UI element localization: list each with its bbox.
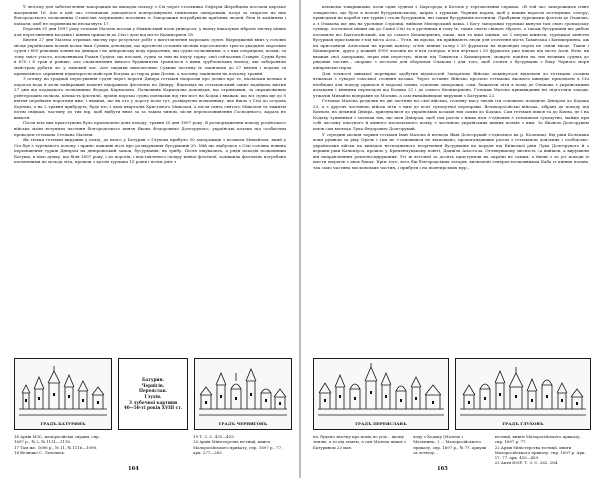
left-footnotes-col-3	[193, 434, 286, 455]
right-footnotes-col-2	[413, 434, 488, 466]
footnote-20: 20 Архів Міністерства юстиції, книги Малоросійського приказу, спр. 1697 р., 77. арк. 277—283.	[193, 439, 283, 455]
right-illustrations	[313, 358, 591, 430]
left-paragraph-3: Квітня 27 дня Мазепа отримав звістку про результат робіт з виготовлення морських суден. Відрядженій вниз у головні місця українських полків козак Іван Сухина доповідав, що протягом останніх місяців підготовлено триста двадцять морських суден і 600 річкових човнів на днищах і на дніпровську воду придатних, які судна полковників, а з них спорядили, полки, за тому зміст усього, полковником Роман Судієм, що послані, судна за тим на паузу тарку, свої сейчасник Ставрів. Судна були в 670 і 6 трав и раніше, але сповільнення їхнього будівництва трапилося з вини трубчевських воєвод, які забороняли майстрам рубати ліс у зимовий час. Але завдяки наполегливо Сухини частину їх закінчили до 27 квітня і подали за прихильного сприяння підштарости майстрів Богуша до гирла ріки Десни, а частину закінчили на початку травня.	[14, 37, 286, 76]
left-paragraph-2: Березня 31 дня 1697 року гетьман Мазепа послав у Ніжинський полк універсал, у якому наказував зібрати тисячу піших для переглянення восьмих і кінних припасів до Січі і далі від місто Кизикермен 18.	[14, 26, 286, 37]
right-page-number: 165	[437, 466, 448, 472]
left-paragraph-4: З огляду на традиції пересування суден через пороги Дніпра гетьман попросив про дозвіл про те, наскільки велика в порогах вода й коли найкращий момент відправити флотилію по Дніпру. Відповідь на гетьманський запит надійшла квітня 27 дня від кодацького полковника Федора Кармачова. Полковник Кармачова доповідав, що отримавши, за опрацьованим рейтерським полком, кількість флотилії, провів морські судна повзками від тих міст на Кодак і вважав, що всі судна ще до 8 квітня перейшли порогами вже, і вважав, що як ото у дорогу коли тут, розвідуючи полковнику, яке йшло з Січі до острова Хортиці, а на 2 травня прибудуть, буде хто з двох кварталів Христового Миколая, а після свята святого Миколая та тижнем потім свідкам, частину до тих пір, щоб відбути вниз за за таким чином, після переполовинення Господнього, каразь не вимоги.	[14, 76, 286, 120]
right-footnotes	[313, 434, 589, 466]
chernihiv-engraving	[194, 358, 292, 430]
right-page	[301, 0, 600, 478]
right-footnotes-col-3	[495, 434, 589, 466]
left-footnotes-col-1	[14, 434, 107, 455]
baturyn-caption: ГРАДЪ БАТУРИНЪ	[40, 421, 86, 426]
pereiaslav-engraving	[313, 358, 449, 430]
left-footnotes	[14, 434, 286, 455]
caption-line-pereiaslav: Переяслав.	[139, 388, 167, 394]
baturyn-engraving	[14, 358, 112, 430]
right-paragraph-2: Для точності швидкої перевірки здобутих відомостей Запорізьке Військо покинулося відплыли до гетьмана сьомим втікачам з суворої сільської стояння козака. Через останнє Військо просило гетьмана якомога швидше присилати в Січ необхідні для походу припаси й морські човни, оскільки запорожці, самі, бажаючи піти в похід до Очакова з українськими козаками і кінними переходом від Кодака 21 і до самого Кизикермена. Гетьман Мазепа пришвидшив всі підготовчі заходи, утікачів Михайла відправив до Москви, а сам якнайшвидше вирушив з Батурина 22.	[313, 70, 589, 98]
caption-line-date: 40—50-ті років XVIII ст.	[123, 405, 183, 411]
left-text-column	[14, 4, 286, 165]
right-footnotes-col-1	[313, 434, 407, 466]
footnote-22: 22 Архів Міністерства юстиції, книги Малоросійського приказу, спр. 1697 р. Арк. 17, 77. арк. 455—459.	[494, 444, 586, 461]
right-paragraph-1: кількома товаришами, коли один суднoм з Царгорода в Козлов у торговельних справах. «В той час запорожцьов сіяне товариство, що було в полоні бусурманському, цаїрва з турками. Чорним морем, щоб у наших ворогах потонувши, галеру, приводили на кораблі тих турків і стали бусурманів, які таким бусурманів потопили. Прибувши турецьким флотом до Очакова, а з Очакова ще два на урочище Стрілиці, вийшов Мисирський паша, і Богу запорожці турецькі кинули там свою громадську суміщу, зосталися пішки аж до Самої Січі та в урочищах в тому їх, таких своєю свіжою зброєю, а також бусурманів ще рибою полонили всі Бахтогайський, аж до самого Кизикермена, паша, хан та інші оцінки, ал 2 штуки кінноти, турецької кінноти бусурман приставили з-під міста Асса... Угля, як відомо, як приймають люди для оточення міста Таванська і Кизикермена, аж на приставили Алім-паші на прохві каналу, п’ять кінних галер і 20 фуркатах на відповідні порти не сміли місце. Таван і Кизикермен, друга у кожній 5000 чоловік на п’яти галерах, п’яти вертках і 20 фуркатах уже пішли під місто Азов. Втім, як вважав свої запорожці, перш ніж переступ, пішли під Таванськ і Кизикермен, можуть підійти на тих великих суднах до рядових частин... скоріше з послали для обороном Очакова і для того, щоб стояти з бусурмани з боку Чорного моря дніпровські гирла.	[313, 4, 589, 71]
left-page-number: 164	[128, 466, 139, 472]
right-footnote-text-2: ходу з Кодаку (Мазепа і Мазепина...) ... Малоросійського приказу, спр. 1697 р., № 77, аркуші за летючу...	[413, 434, 487, 455]
right-paragraph-4: У середині місяця червня гетьман Іван Мазепа й воєвода Яків Долгорукий з’єдналися на р. Коломаці. Від ріки Коломака вони рушили за ріку Орель і там не з’єднавшися не відповідно, пропагандавших разом з гетьманом донських і слобідсько-українських військ на випадок несподіваного вторгнення бусурманів на кордон від Київської ріки Лука Долгорукого й з вершин ріки Кальміуса, прошло у Кременчуцькому повіті, Даниїла Апостола. Оглянувшому звісність «а вийшов, а вирушили він направленням рекогносцирування. Усі ж весільні за досить приступили на окраїні не самим, а йшли з за усі походи із шести шерегів з двох боках. Крім того, весь бік білгородських татарів, визначені генерал-полковником Баба із кінних полків, так само частина московських частин, і прибули і на піонтирських мур...	[313, 131, 589, 170]
left-paragraph-5: Після всіх цих приготувань було призначено день походу, травня 25 дня 1697 року. В розпорядження походу російського війська мали вступити частини білгородського князя Якова Федоровича Долгорукого, українські козаки під особистим проводом гетьмана Степана Мазепи.	[14, 120, 286, 137]
footnote-21: юстиції, книги Малоросійського приказу, спр. 1697 р. 77.	[494, 434, 581, 445]
hlukhiv-engraving	[455, 358, 591, 430]
footnote-18: 18 Величко С. Летопись.	[14, 449, 66, 455]
left-page	[0, 0, 299, 478]
left-paragraph-6: Як тільки гетьман вирушив у похід, до нього у Батурин з Глухова прибуло 30 запорожців з козаком Михайлом, який у Січ був з турецького полону і приніс важливі вісті про розвідування бусурманів 20. Мій що відбулася з Січі головна новина переміщення турків Дніпром на дніпровський замок, бусурманів, як трибу. Після лікувались, а ряди походів полковники Богуша, в мою думку, що біля 1697 року, і до порогів, і відставленого складу кінної флотилії, залишила флотилію погребана полоненими це молоді літа, прошли з кузом турчина 15 років і потім уміт з	[14, 137, 286, 165]
left-illustrations	[14, 358, 292, 430]
footnote-19: 19 Т. 3. С. 431—433.	[193, 434, 235, 439]
footnote-16: 16 Архів МЗС, малоросійські справи, спр. 1697 р., № 2, № 1131—1118.	[14, 434, 100, 445]
hlukhiv-caption: ГРАДЪ ГЛУХОВЪ	[502, 421, 544, 426]
left-footnotes-col-2	[113, 434, 187, 455]
chernihiv-caption: ГРАДЪ ЧЕРНИГОВЪ	[218, 421, 268, 426]
footnote-23: 23 Акти ЮЗР. Т. 3. С. 262, 284.	[494, 460, 559, 466]
left-paragraph-1: У лютому для забезпечення запорожців на випадок походу з Січ через стольника Єлферія Жеребцова послали царське жалування 16. Але в цей час гетьманові доводилося попереджувати гамівських запорожців, котрі за скаргою на них білгородського полковника Станіслав затриманно посланих із Запорожжя пограбували приїзних людей, біли їх камінням і поїхали, щоб не порівнювали несказнуть 17.	[14, 4, 286, 26]
caption-line-chernihiv: Чернігів.	[141, 382, 165, 388]
caption-line-baturyn: Батурин.	[141, 377, 165, 383]
right-text-column	[313, 4, 589, 170]
pereiaslav-caption: ГРАДЪ ПЕРЕЯСЛАВЪ	[355, 421, 407, 426]
caption-line-source: З лубочної картини	[128, 399, 178, 405]
map-caption-box	[118, 358, 188, 430]
right-footnote-text-1: по, будьмо звістку про похід по усіх... цьому землю, а то під землю, а сам Мазепа пішов з Батурином 23 мая.	[313, 434, 406, 450]
footnote-17: 17 Там же, 1696 р., № 11, № 1116—1098.	[14, 444, 98, 450]
caption-line-hlukhiv: Глухів.	[144, 394, 162, 399]
right-paragraph-3: Гетьман Мазепа розділив на дві частини всі свої війська, головну масу звелів іти основною похідною Дніпром до Кодака 23, а з другою частиною військ піти з ним до всієї сухопутної переправи. Великоросійські війська, зібрані до походу під Києвом, на дільниці Дніпра, приєдналися до українських козаків тих самих до Кодака. Сам гетьман пішов та до Києва, де і на Кодаку зупинився і зачекав тих, що шли Дніпром, щоб там разом з ними піти з’єднання з тетьманом сухопутно, майже при собі частину піхотного й кінного московського полку з частиною українських кінних полків з ним. За Яковом Долгоруким шлов сам воєвода Лука Федорович Долгорукий.	[313, 98, 589, 132]
